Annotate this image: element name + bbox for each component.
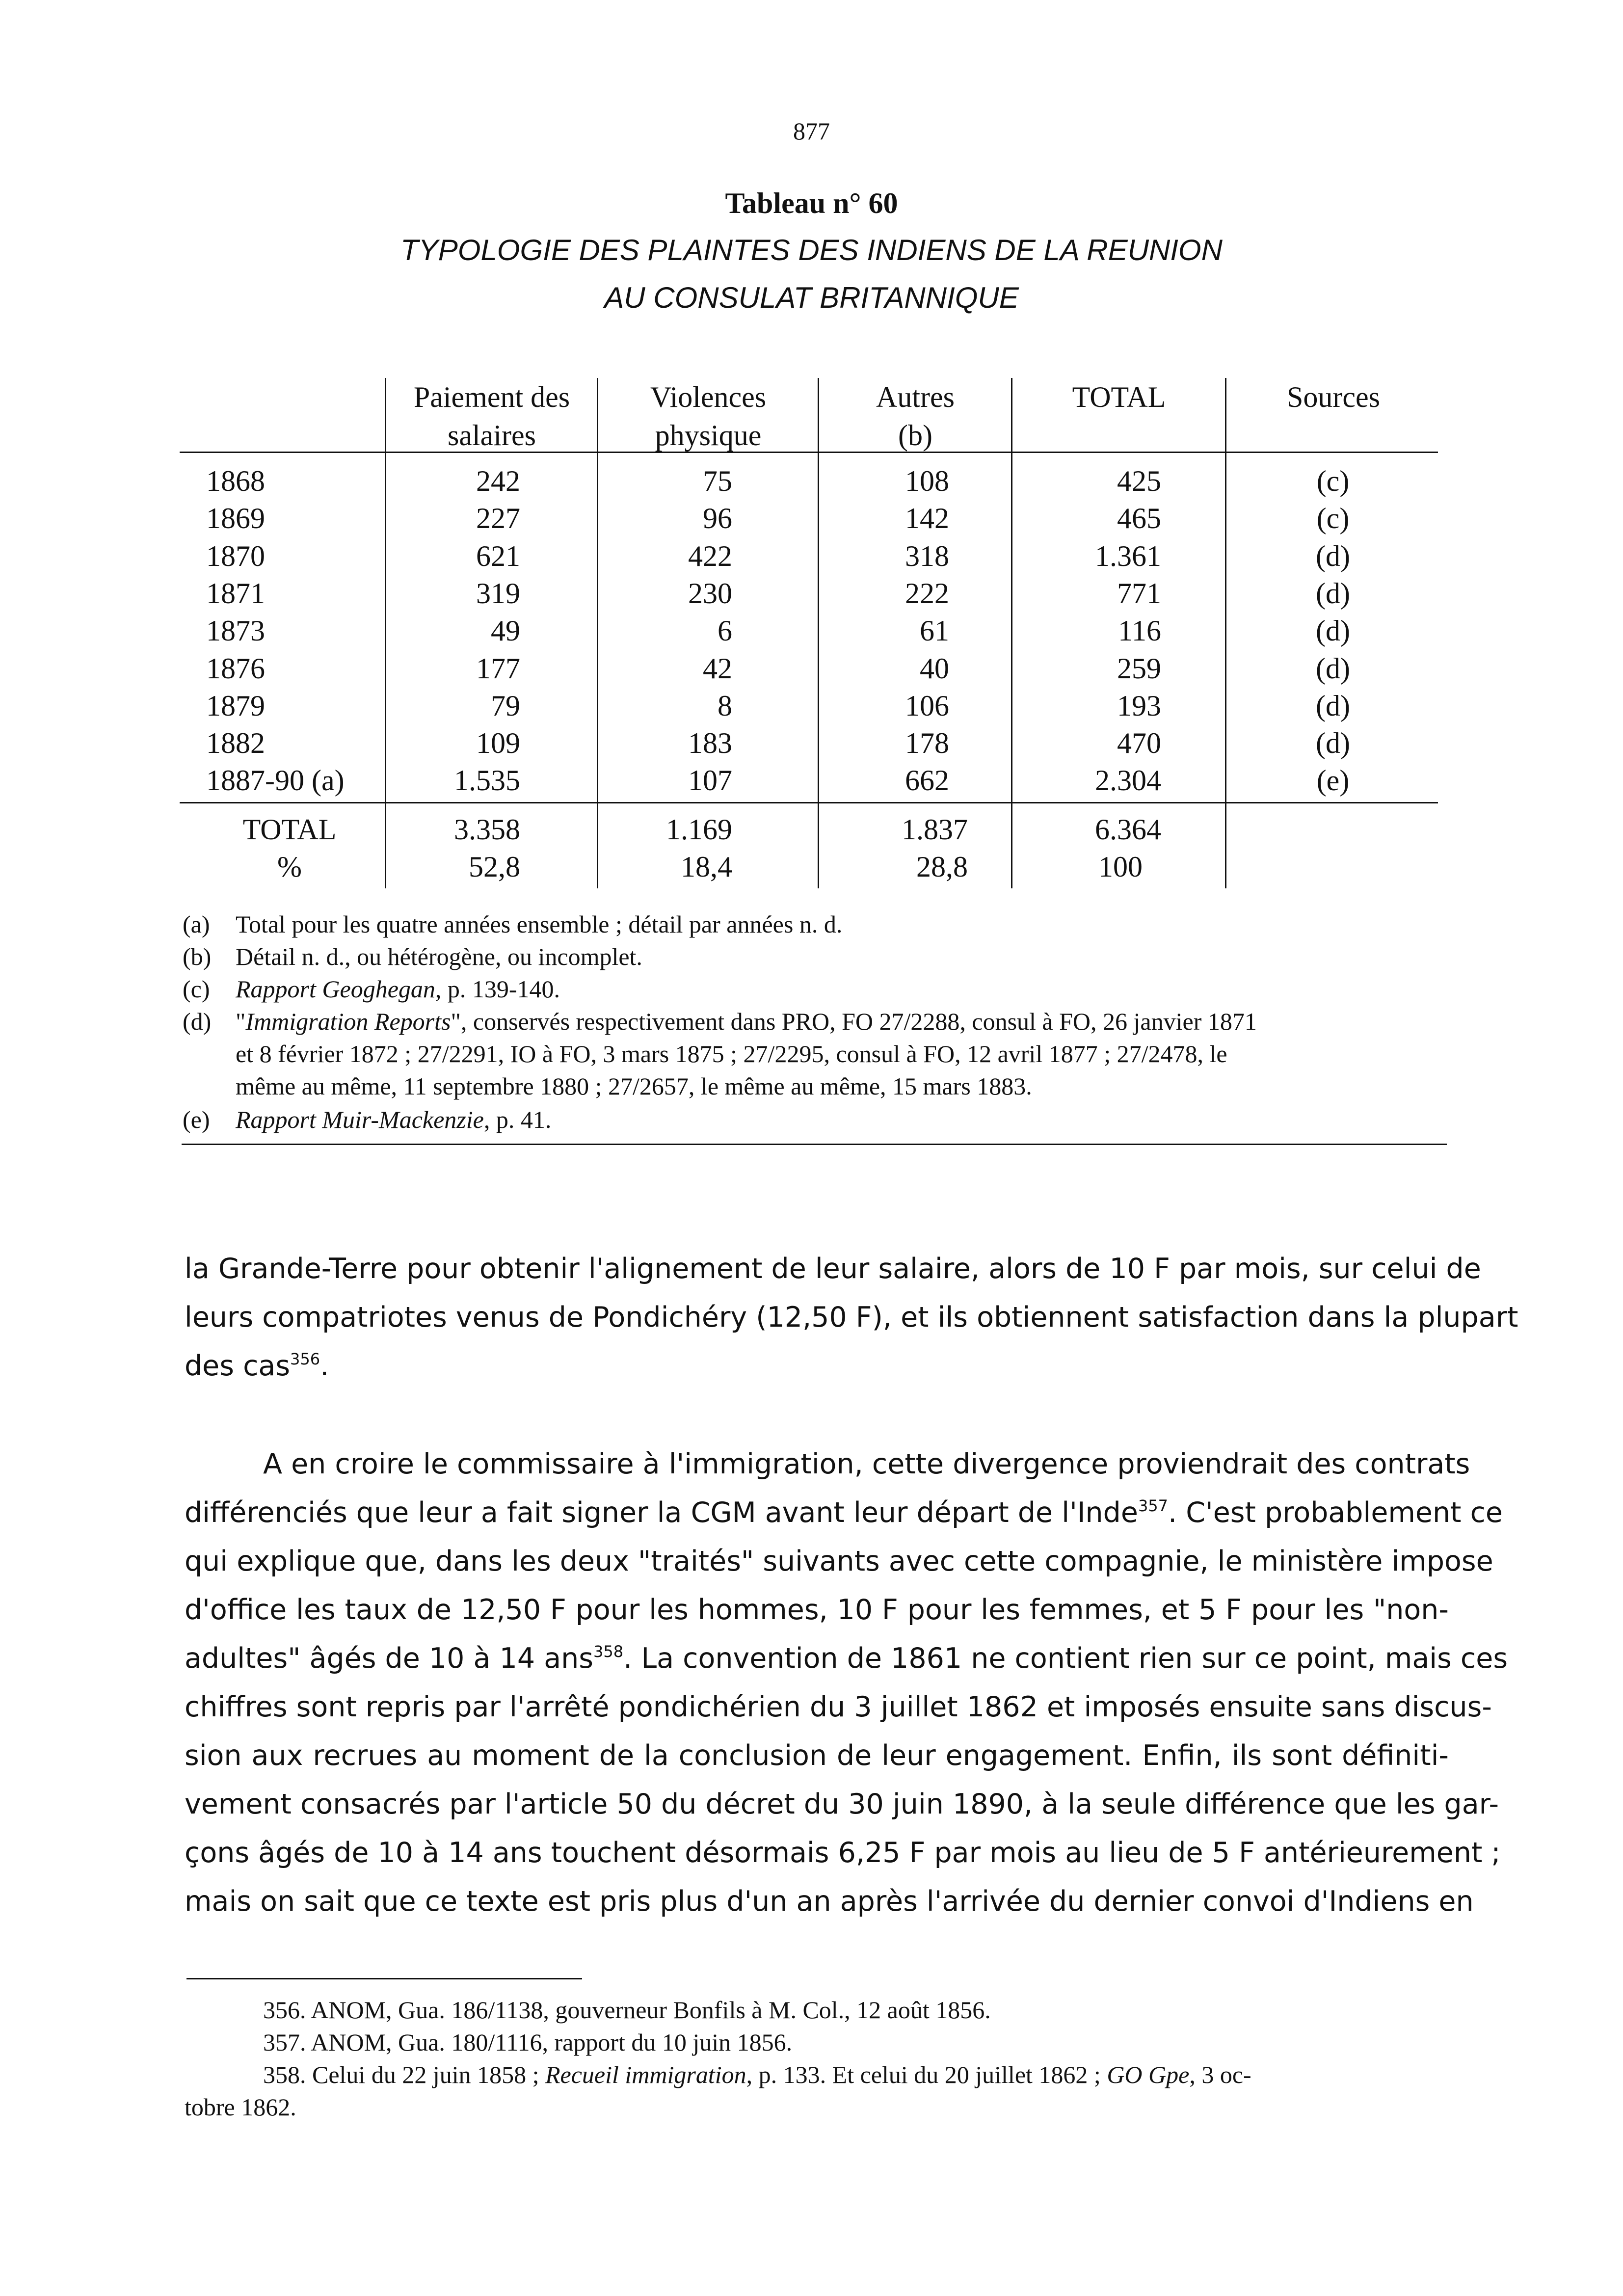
text-line: d'office les taux de 12,50 F pour les hommes, 10 F pour les femmes, et 5 F pour les "non- bbox=[185, 1594, 1449, 1626]
footnote-358: 358. Celui du 22 juin 1858 ; Recueil immigration, p. 133. Et celui du 20 juillet 1862 ; GO Gpe, 3 oc- tobre 1862. bbox=[185, 2061, 1251, 2121]
footnote-separator bbox=[186, 1978, 582, 1979]
cell-violences: 107 bbox=[688, 764, 732, 797]
text-line: qui explique que, dans les deux "traités" suivants avec cette compagnie, le ministère impose bbox=[185, 1545, 1493, 1577]
text-line: la Grande-Terre pour obtenir l'alignement de leur salaire, alors de 10 F par mois, sur celui de bbox=[185, 1253, 1481, 1285]
cell-year: 1879 bbox=[206, 689, 265, 722]
cell-year: 1868 bbox=[206, 465, 265, 497]
header-sources: Sources bbox=[1287, 381, 1380, 413]
cell-source: (d) bbox=[1316, 727, 1350, 760]
text-line: vement consacrés par l'article 50 du décret du 30 juin 1890, à la seule différence que les gar- bbox=[185, 1788, 1499, 1820]
cell-total: 1.361 bbox=[1095, 539, 1161, 572]
cell-violences: 75 bbox=[703, 465, 732, 497]
cell-source: (c) bbox=[1316, 502, 1350, 535]
total-label: TOTAL bbox=[242, 813, 337, 846]
total-autres: 1.837 bbox=[902, 813, 968, 846]
header-violences: Violences physique bbox=[650, 381, 767, 452]
notes-bottom-rule bbox=[182, 1144, 1447, 1145]
cell-violences: 6 bbox=[718, 614, 732, 647]
cell-salaires: 621 bbox=[476, 539, 520, 572]
header-salaires: Paiement des salaires bbox=[413, 381, 570, 452]
cell-violences: 8 bbox=[718, 689, 732, 722]
cell-source: (d) bbox=[1316, 577, 1350, 610]
percent-label: % bbox=[277, 851, 302, 883]
text-line: mais on sait que ce texte est pris plus d'un an après l'arrivée du dernier convoi d'Indiens en bbox=[185, 1885, 1474, 1918]
cell-autres: 108 bbox=[905, 465, 949, 497]
header-autres: Autres (b) bbox=[876, 381, 955, 452]
cell-autres: 142 bbox=[905, 502, 949, 535]
footnote-ref-358: 358 bbox=[593, 1642, 624, 1661]
text-line: sion aux recrues au moment de la conclusion de leur engagement. Enfin, ils sont définiti- bbox=[185, 1739, 1449, 1772]
cell-total: 425 bbox=[1117, 465, 1161, 497]
page-number: 877 bbox=[793, 117, 830, 145]
column-divider bbox=[1011, 378, 1012, 888]
cell-autres: 178 bbox=[905, 727, 949, 760]
cell-violences: 183 bbox=[688, 727, 732, 760]
cell-violences: 422 bbox=[688, 539, 732, 572]
cell-salaires: 49 bbox=[491, 614, 520, 647]
column-divider bbox=[385, 378, 386, 888]
cell-year: 1887-90 (a) bbox=[206, 764, 345, 797]
header-total: TOTAL bbox=[1072, 381, 1166, 413]
paragraph-2 bbox=[185, 1440, 1508, 1926]
cell-autres: 318 bbox=[905, 539, 949, 572]
cell-violences: 42 bbox=[703, 652, 732, 685]
text-line: A en croire le commissaire à l'immigration, cette divergence proviendrait des contrats bbox=[263, 1448, 1470, 1480]
cell-total: 470 bbox=[1117, 727, 1161, 760]
column-divider bbox=[818, 378, 819, 888]
text-line: chiffres sont repris par l'arrêté pondichérien du 3 juillet 1862 et imposés ensuite sans discus- bbox=[185, 1691, 1492, 1723]
footnote-ref-357: 357 bbox=[1138, 1496, 1169, 1515]
cell-total: 771 bbox=[1117, 577, 1161, 610]
footnote-ref-356: 356 bbox=[290, 1350, 320, 1368]
cell-salaires: 177 bbox=[476, 652, 520, 685]
cell-violences: 230 bbox=[688, 577, 732, 610]
cell-salaires: 79 bbox=[491, 689, 520, 722]
cell-year: 1869 bbox=[206, 502, 265, 535]
column-divider bbox=[1225, 378, 1226, 888]
cell-source: (d) bbox=[1316, 652, 1350, 685]
paragraph-1 bbox=[185, 1245, 1518, 1390]
cell-total: 465 bbox=[1117, 502, 1161, 535]
total-total: 6.364 bbox=[1095, 813, 1161, 846]
text-line: différenciés que leur a fait signer la CGM avant leur départ de l'Inde$^{357}$. C'est probablement ce bbox=[185, 1496, 1503, 1529]
table-title: Tableau n° 60 bbox=[725, 187, 898, 219]
percent-salaires: 52,8 bbox=[469, 851, 520, 883]
table-subtitle-line1: TYPOLOGIE DES PLAINTES DES INDIENS DE LA REUNION bbox=[400, 234, 1223, 267]
cell-autres: 222 bbox=[905, 577, 949, 610]
percent-autres: 28,8 bbox=[916, 851, 968, 883]
cell-year: 1870 bbox=[206, 539, 265, 572]
cell-autres: 61 bbox=[920, 614, 949, 647]
cell-year: 1873 bbox=[206, 614, 265, 647]
cell-total: 193 bbox=[1117, 689, 1161, 722]
column-divider bbox=[597, 378, 598, 888]
cell-total: 2.304 bbox=[1095, 764, 1161, 797]
cell-salaires: 319 bbox=[476, 577, 520, 610]
table-total-rule bbox=[180, 802, 1438, 803]
cell-salaires: 109 bbox=[476, 727, 520, 760]
cell-salaires: 1.535 bbox=[454, 764, 520, 797]
cell-violences: 96 bbox=[703, 502, 732, 535]
text-line: leurs compatriotes venus de Pondichéry (12,50 F), et ils obtiennent satisfaction dans la plupart bbox=[185, 1301, 1518, 1334]
footnote-356: 356. ANOM, Gua. 186/1138, gouverneur Bonfils à M. Col., 12 août 1856. bbox=[263, 1996, 991, 2024]
cell-year: 1876 bbox=[206, 652, 265, 685]
cell-autres: 106 bbox=[905, 689, 949, 722]
cell-salaires: 242 bbox=[476, 465, 520, 497]
cell-total: 116 bbox=[1118, 614, 1161, 647]
cell-source: (d) bbox=[1316, 689, 1350, 722]
percent-violences: 18,4 bbox=[681, 851, 732, 883]
cell-salaires: 227 bbox=[476, 502, 520, 535]
total-violences: 1.169 bbox=[666, 813, 732, 846]
cell-total: 259 bbox=[1117, 652, 1161, 685]
text-line: des cas$^{356}$. bbox=[185, 1350, 329, 1382]
cell-source: (e) bbox=[1316, 764, 1350, 797]
cell-source: (d) bbox=[1316, 539, 1350, 572]
total-salaires: 3.358 bbox=[454, 813, 520, 846]
cell-source: (d) bbox=[1316, 614, 1350, 647]
text-line: adultes" âgés de 10 à 14 ans$^{358}$. La convention de 1861 ne contient rien sur ce point, mais ces bbox=[185, 1642, 1508, 1675]
cell-autres: 662 bbox=[905, 764, 949, 797]
footnote-357: 357. ANOM, Gua. 180/1116, rapport du 10 juin 1856. bbox=[263, 2029, 793, 2056]
cell-year: 1871 bbox=[206, 577, 265, 610]
cell-source: (c) bbox=[1316, 465, 1350, 497]
cell-year: 1882 bbox=[206, 727, 265, 760]
text-line: çons âgés de 10 à 14 ans touchent désormais 6,25 F par mois au lieu de 5 F antérieurement ; bbox=[185, 1837, 1501, 1869]
percent-total: 100 bbox=[1098, 851, 1143, 883]
cell-autres: 40 bbox=[920, 652, 949, 685]
table-subtitle-line2: AU CONSULAT BRITANNIQUE bbox=[604, 281, 1019, 314]
